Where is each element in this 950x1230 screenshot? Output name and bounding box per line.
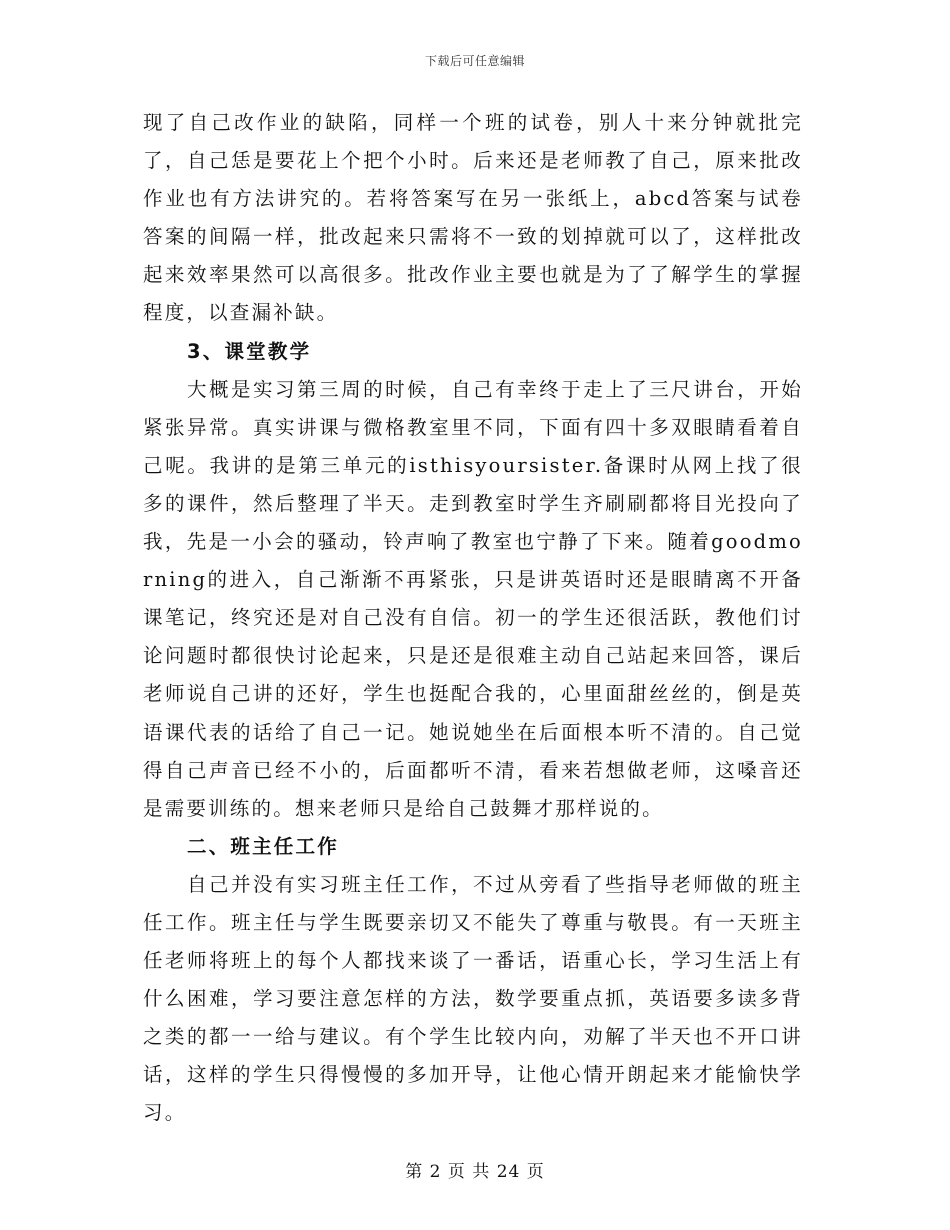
document-body [143, 104, 803, 1133]
paragraph-homeroom-work: 自己并没有实习班主任工作，不过从旁看了些指导老师做的班主任工作。班主任与学生既要亲切又不能失了尊重与敬畏。有一天班主任老师将班上的每个人都找来谈了一番话，语重心长，学习生活上有什么困难，学习要注意怎样的方法，数学要重点抓，英语要多读多背之类的都一一给与建议。有个学生比较内向，劝解了半天也不开口讲话，这样的学生只得慢慢的多加开导，让他心情开朗起来才能愉快学习。 [143, 872, 803, 1125]
page-number: 第 2 页 共 24 页 [405, 1162, 545, 1182]
section-heading-classroom-teaching: 3、课堂教学 [187, 339, 312, 363]
paragraph-grading-methods: 现了自己改作业的缺陷，同样一个班的试卷，别人十来分钟就批完了，自己恁是要花上个把个小时。后来还是老师教了自己，原来批改作业也有方法讲究的。若将答案写在另一张纸上，abcd答案与试卷答案的间隔一样，批改起来只需将不一致的划掉就可以了，这样批改起来效率果然可以高很多。批改作业主要也就是为了了解学生的掌握程度，以查漏补缺。 [143, 111, 803, 325]
paragraph-classroom-teaching: 大概是实习第三周的时候，自己有幸终于走上了三尺讲台，开始紧张异常。真实讲课与微格教室里不同，下面有四十多双眼睛看着自己呢。我讲的是第三单元的isthisyoursister.备课时从网上找了很多的课件，然后整理了半天。走到教室时学生齐刷刷都将目光投向了我，先是一小会的骚动，铃声响了教室也宁静了下来。随着goodmorning的进入，自己渐渐不再紧张，只是讲英语时还是眼睛离不开备课笔记，终究还是对自己没有自信。初一的学生还很活跃，教他们讨论问题时都很快讨论起来，只是还是很难主动自己站起来回答，课后老师说自己讲的还好，学生也挺配合我的，心里面甜丝丝的，倒是英语课代表的话给了自己一记。她说她坐在后面根本听不清的。自己觉得自己声音已经不小的，后面都听不清，看来若想做老师，这嗓音还是需要训练的。想来老师只是给自己鼓舞才那样说的。 [143, 377, 803, 820]
page-header: 下载后可任意编辑 [424, 54, 525, 68]
section-heading-homeroom-work: 二、班主任工作 [187, 834, 339, 858]
